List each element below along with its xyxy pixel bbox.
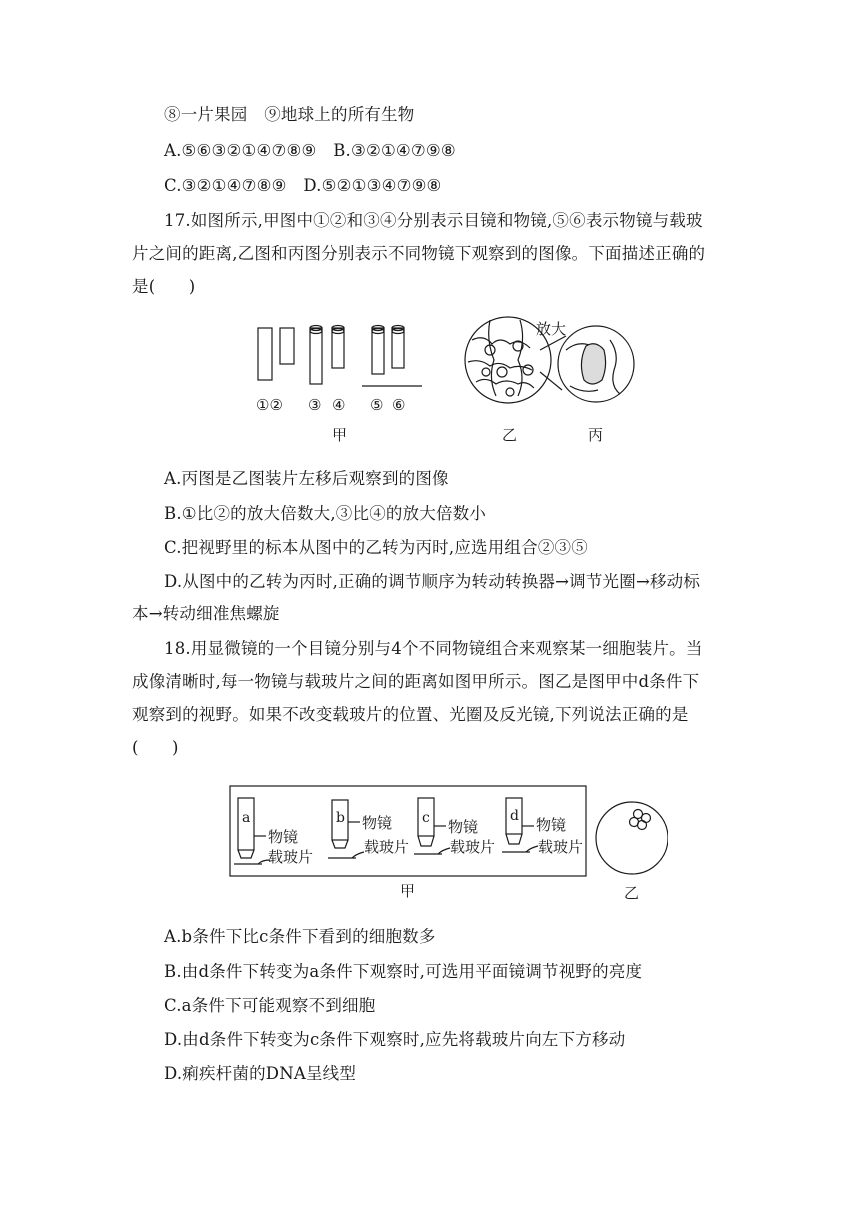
figure-18-drawing bbox=[228, 782, 668, 906]
objective-label-c: 物镜 bbox=[448, 818, 479, 836]
figure-17-drawing bbox=[240, 310, 660, 450]
slide-label-d: 载玻片 bbox=[538, 838, 584, 856]
lens-b-label: b bbox=[336, 810, 345, 826]
q18-line-3: 观察到的视野。如果不改变载玻片的位置、光圈及反光镜,下列说法正确的是 bbox=[132, 705, 689, 724]
q18-line-1: 18.用显微镜的一个目镜分别与4个不同物镜组合来观察某一细胞装片。当 bbox=[164, 639, 703, 658]
label-4: ④ bbox=[332, 396, 346, 414]
objective-label-b: 物镜 bbox=[362, 814, 393, 832]
caption-yi-17: 乙 bbox=[502, 426, 518, 444]
q17-option-b: B.①比②的放大倍数大,③比④的放大倍数小 bbox=[164, 504, 487, 523]
objective-label-d: 物镜 bbox=[536, 816, 567, 834]
text-line-2: A.⑤⑥③②①④⑦⑧⑨ B.③②①④⑦⑨⑧ bbox=[164, 141, 456, 160]
q18-option-c: C.a条件下可能观察不到细胞 bbox=[164, 996, 376, 1015]
q17-option-a: A.丙图是乙图装片左移后观察到的图像 bbox=[164, 469, 449, 488]
caption-yi-18: 乙 bbox=[624, 884, 640, 902]
caption-bing-17: 丙 bbox=[588, 426, 604, 444]
extra-option-d: D.痢疾杆菌的DNA呈线型 bbox=[164, 1064, 357, 1083]
slide-label-a: 载玻片 bbox=[268, 848, 314, 866]
q17-option-c: C.把视野里的标本从图中的乙转为丙时,应选用组合②③⑤ bbox=[164, 538, 588, 557]
q18-option-b: B.由d条件下转变为a条件下观察时,可选用平面镜调节视野的亮度 bbox=[164, 962, 643, 981]
q18-option-d: D.由d条件下转变为c条件下观察时,应先将载玻片向左下方移动 bbox=[164, 1030, 626, 1049]
figure-17 bbox=[240, 310, 660, 450]
caption-jia-18: 甲 bbox=[400, 882, 416, 900]
label-1-2: ①② bbox=[256, 396, 283, 414]
lens-d-label: d bbox=[510, 808, 519, 824]
q17-option-d-2: 本→转动细准焦螺旋 bbox=[132, 604, 280, 623]
text-line-1: ⑧一片果园 ⑨地球上的所有生物 bbox=[164, 105, 415, 124]
q17-line-3: 是( ) bbox=[132, 277, 196, 296]
q18-option-a: A.b条件下比c条件下看到的细胞数多 bbox=[164, 927, 436, 946]
figure-18 bbox=[228, 782, 668, 906]
lens-c-label: c bbox=[422, 810, 430, 826]
q18-line-4: ( ) bbox=[132, 738, 179, 757]
slide-label-b: 载玻片 bbox=[364, 838, 410, 856]
lens-a-label: a bbox=[242, 810, 251, 826]
caption-jia-17: 甲 bbox=[332, 426, 348, 444]
q17-option-d-1: D.从图中的乙转为丙时,正确的调节顺序为转动转换器→调节光圈→移动标 bbox=[164, 572, 701, 591]
label-6: ⑥ bbox=[392, 396, 406, 414]
label-3: ③ bbox=[308, 396, 322, 414]
q17-line-1: 17.如图所示,甲图中①②和③④分别表示目镜和物镜,⑤⑥表示物镜与载玻 bbox=[164, 211, 703, 230]
q17-line-2: 片之间的距离,乙图和丙图分别表示不同物镜下观察到的图像。下面描述正确的 bbox=[132, 244, 706, 263]
q18-line-2: 成像清晰时,每一物镜与载玻片之间的距离如图甲所示。图乙是图甲中d条件下 bbox=[132, 672, 700, 691]
slide-label-c: 载玻片 bbox=[450, 838, 496, 856]
objective-label-a: 物镜 bbox=[268, 828, 299, 846]
text-line-3: C.③②①④⑦⑧⑨ D.⑤②①③④⑦⑨⑧ bbox=[164, 176, 442, 195]
label-5: ⑤ bbox=[370, 396, 384, 414]
magnify-label: 放大 bbox=[536, 320, 567, 338]
